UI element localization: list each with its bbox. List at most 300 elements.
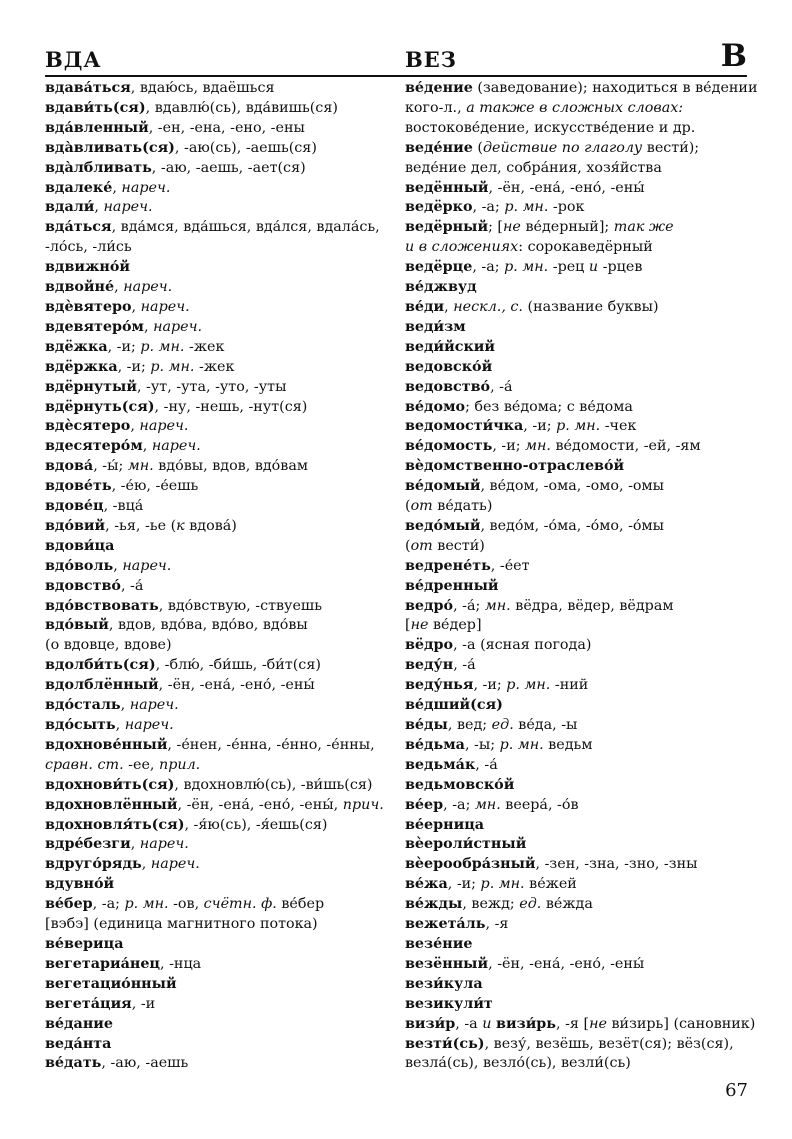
dictionary-entry-line bbox=[405, 1015, 756, 1035]
dictionary-entry-line bbox=[405, 915, 750, 935]
headword: ве́домость bbox=[405, 438, 493, 455]
headword: вдохнове́нный bbox=[45, 736, 168, 753]
headword: вда̀вливать(ся) bbox=[45, 139, 175, 156]
headword: вдо́вий bbox=[45, 517, 106, 534]
dictionary-entry-line bbox=[45, 995, 395, 1015]
grammar-label: и bbox=[588, 259, 599, 276]
entry-text: [ bbox=[405, 617, 411, 634]
headword: ведовско́й bbox=[405, 358, 493, 375]
headword: визи́рь bbox=[496, 1015, 556, 1032]
headword: ве́дение bbox=[405, 80, 473, 96]
headword: вѐдомственно-отраслево́й bbox=[405, 458, 625, 475]
dictionary-entry-line bbox=[405, 796, 750, 816]
dictionary-entry-line bbox=[405, 258, 750, 278]
grammar-label: нескл., с. bbox=[453, 298, 523, 315]
grammar-label: к bbox=[176, 517, 185, 534]
entry-text: везла́(сь), везло́(сь), везли́(сь) bbox=[405, 1055, 631, 1072]
dictionary-entry-line bbox=[45, 218, 395, 238]
entry-text: , -я [ bbox=[556, 1015, 590, 1032]
headword: ве́дший(ся) bbox=[405, 697, 503, 714]
entry-text: , -и; bbox=[473, 677, 507, 694]
entry-text: , bbox=[130, 836, 140, 853]
headword: ве́дьма bbox=[405, 736, 465, 753]
dictionary-entry-line bbox=[405, 955, 750, 975]
dictionary-entry-line bbox=[45, 1015, 395, 1035]
grammar-label: мн. bbox=[127, 458, 154, 475]
entry-text: , ведо́м, -о́ма, -о́мо, -о́мы bbox=[480, 517, 665, 534]
entry-text: ( bbox=[405, 537, 411, 554]
entry-text: , -я́ю(сь), -я́ешь(ся) bbox=[184, 816, 328, 833]
entry-text: вдова́) bbox=[184, 517, 237, 534]
headword: вегетариа́нец bbox=[45, 955, 160, 972]
headword: вдава́ться bbox=[45, 80, 131, 96]
headword: вда́ться bbox=[45, 219, 112, 236]
dictionary-entry-line bbox=[45, 895, 395, 915]
entry-text: , -а́; bbox=[453, 597, 485, 614]
entry-text: , -а́ bbox=[453, 657, 476, 674]
dictionary-entry-line bbox=[45, 676, 395, 696]
headword: ведёрце bbox=[405, 259, 473, 276]
headword: вежета́ль bbox=[405, 916, 486, 933]
dictionary-entry-line bbox=[45, 358, 395, 378]
dictionary-entry-line bbox=[45, 338, 395, 358]
dictionary-entry-line bbox=[405, 577, 750, 597]
headword: вдове́ц bbox=[45, 498, 104, 515]
dictionary-entry-line bbox=[45, 835, 395, 855]
entry-text: ве́дер] bbox=[428, 617, 482, 634]
headword: ве́дренный bbox=[405, 577, 499, 594]
dictionary-entry-line bbox=[45, 497, 395, 517]
grammar-label: р. мн. bbox=[506, 677, 551, 694]
dictionary-entry-line bbox=[405, 676, 750, 696]
entry-text: , bbox=[94, 199, 104, 216]
entry-text: , -и; bbox=[492, 438, 526, 455]
dictionary-entry-line bbox=[405, 497, 750, 517]
headword: вдалеке́ bbox=[45, 179, 113, 196]
dictionary-entry-line bbox=[405, 378, 750, 398]
headword: вдо́сталь bbox=[45, 697, 121, 714]
entry-text: востокове́дение, искусстве́дение и др. bbox=[405, 119, 696, 136]
entry-text: -ее, bbox=[123, 756, 160, 773]
headword: веде́ние bbox=[405, 139, 473, 156]
headword: ведьмовско́й bbox=[405, 776, 515, 793]
headword: вдо́воль bbox=[45, 557, 114, 574]
headword: вдова́ bbox=[45, 458, 94, 475]
dictionary-entry-line bbox=[405, 716, 750, 736]
dictionary-entry-line bbox=[45, 99, 395, 119]
headword: вдо́вый bbox=[45, 617, 109, 634]
entry-text: , -е́ет bbox=[490, 557, 530, 574]
headword: вда́вленный bbox=[45, 119, 149, 136]
headword: ве́дать bbox=[45, 1055, 102, 1072]
entry-text: , -зен, -зна, -зно, -зны bbox=[535, 856, 698, 873]
entry-text: , -аю(сь), -аешь(ся) bbox=[174, 139, 317, 156]
dictionary-entry-line bbox=[45, 378, 395, 398]
dictionary-column-left bbox=[45, 79, 395, 1074]
grammar-label: нареч. bbox=[151, 438, 201, 455]
entry-text: , вдавлю́(сь), вда́вишь(ся) bbox=[145, 99, 338, 116]
dictionary-entry-line bbox=[45, 736, 395, 756]
entry-text: , -а (ясная погода) bbox=[453, 637, 592, 654]
headword: вдохнови́ть(ся) bbox=[45, 776, 175, 793]
entry-text: , вежд; bbox=[462, 896, 520, 913]
grammar-label: нареч. bbox=[139, 836, 189, 853]
dictionary-entry-line bbox=[405, 616, 750, 636]
grammar-label: от bbox=[410, 498, 433, 515]
page-number: 67 bbox=[725, 1080, 748, 1101]
dictionary-entry-line bbox=[45, 238, 395, 258]
headword: вегетацио́нный bbox=[45, 975, 177, 992]
grammar-label: мн. bbox=[474, 796, 501, 813]
grammar-label: не bbox=[589, 1015, 607, 1032]
headword: вегета́ция bbox=[45, 995, 132, 1012]
entry-text: -рцев bbox=[598, 259, 643, 276]
entry-text: , -а; bbox=[443, 796, 475, 813]
headword: ве́жа bbox=[405, 876, 448, 893]
headword: ве́ерница bbox=[405, 816, 485, 833]
entry-text: ( bbox=[405, 498, 411, 515]
dictionary-entry-line bbox=[405, 457, 750, 477]
headword: вдохновля́ть(ся) bbox=[45, 816, 185, 833]
entry-text: , -и; bbox=[107, 338, 141, 355]
headword: ведённый bbox=[405, 179, 489, 196]
headword: ве́ды bbox=[405, 717, 448, 733]
dictionary-column-right bbox=[405, 79, 758, 1074]
headword: ве́ди bbox=[405, 298, 445, 315]
dictionary-entry-line bbox=[45, 816, 395, 836]
dictionary-entry-line bbox=[405, 935, 750, 955]
entry-text: , bbox=[112, 179, 122, 196]
entry-text: [вэбэ] (единица магнитного потока) bbox=[45, 916, 318, 933]
dictionary-entry-line bbox=[45, 457, 395, 477]
entry-text: , вдаю́сь, вдаёшься bbox=[130, 80, 275, 96]
dictionary-entry-line bbox=[405, 597, 750, 617]
entry-text: ; без ве́дома; с ве́дома bbox=[465, 398, 633, 415]
headword: вдави́ть(ся) bbox=[45, 99, 146, 116]
dictionary-entry-line bbox=[405, 835, 750, 855]
headword: ве́ер bbox=[405, 796, 444, 813]
dictionary-entry-line bbox=[45, 557, 395, 577]
entry-text: , -а; bbox=[92, 896, 125, 913]
grammar-label: не bbox=[410, 617, 429, 634]
entry-text: -жек bbox=[194, 358, 235, 375]
headword: ведо́мый bbox=[405, 517, 481, 534]
dictionary-entry-line bbox=[45, 79, 395, 99]
headword: ведрене́ть bbox=[405, 557, 491, 574]
entry-text: (о вдовце, вдове) bbox=[45, 637, 172, 654]
headword: везе́ние bbox=[405, 935, 473, 952]
entry-text: , -е́ю, -е́ешь bbox=[111, 478, 199, 495]
entry-text: , -блю́, -би́шь, -би́т(ся) bbox=[155, 657, 321, 674]
entry-text: веде́ние дел, собра́ния, хозя́йства bbox=[405, 159, 662, 176]
headword: вдвойне́ bbox=[45, 279, 115, 296]
headword: веди́йский bbox=[405, 338, 496, 355]
dictionary-entry-line bbox=[405, 437, 750, 457]
dictionary-entry-line bbox=[405, 338, 750, 358]
headword: вдре́безги bbox=[45, 836, 131, 853]
headword: ведро́ bbox=[405, 597, 454, 614]
headword: вдесятеро́м bbox=[45, 438, 143, 455]
headword: вдови́ца bbox=[45, 537, 115, 554]
dictionary-entry-line bbox=[45, 139, 395, 159]
entry-text: , -а́ bbox=[120, 577, 144, 594]
headword: вдруго́рядь bbox=[45, 856, 142, 873]
entry-text: ве́домости, -ей, -ям bbox=[550, 438, 701, 455]
entry-text: , -ён, -ена́, -ено́, -ены́ bbox=[488, 955, 645, 972]
entry-text: , -ы́; bbox=[93, 458, 128, 475]
headword: ве́верица bbox=[45, 935, 124, 952]
dictionary-entry-line bbox=[405, 298, 750, 318]
headword: веда́нта bbox=[45, 1035, 112, 1052]
dictionary-entry-line bbox=[405, 1035, 750, 1055]
headword: ве́джвуд bbox=[405, 279, 477, 296]
entry-text: , -и; bbox=[117, 358, 151, 375]
dictionary-entry-line bbox=[45, 517, 395, 537]
entry-text: -чек bbox=[600, 418, 637, 435]
dictionary-entry-line bbox=[45, 597, 395, 617]
dictionary-entry-line bbox=[405, 358, 750, 378]
headword: вѐероли́стный bbox=[405, 836, 527, 853]
grammar-label: нареч. bbox=[122, 557, 172, 574]
grammar-label: и bbox=[482, 1015, 492, 1032]
grammar-label: так же bbox=[613, 219, 674, 236]
dictionary-entry-line bbox=[45, 955, 395, 975]
entry-text: , -а bbox=[455, 1015, 483, 1032]
dictionary-entry-line bbox=[405, 855, 750, 875]
grammar-label: и в сложениях bbox=[405, 239, 519, 256]
grammar-label: р. мн. bbox=[504, 259, 549, 276]
dictionary-entry-line bbox=[45, 1035, 395, 1055]
dictionary-entry-line bbox=[45, 915, 395, 935]
entry-text: , -и; bbox=[447, 876, 481, 893]
entry-text: , bbox=[142, 438, 152, 455]
grammar-label: р. мн. bbox=[150, 358, 195, 375]
entry-text: , -а; bbox=[472, 199, 505, 216]
running-header bbox=[45, 38, 747, 74]
headword: вдвижно́й bbox=[45, 259, 131, 276]
grammar-label: от bbox=[410, 537, 433, 554]
grammar-label: ед. bbox=[491, 717, 514, 733]
entry-text: , -ы; bbox=[464, 736, 500, 753]
dictionary-entry-line bbox=[405, 636, 750, 656]
dictionary-entry-line bbox=[45, 636, 395, 656]
dictionary-entry-line bbox=[45, 159, 395, 179]
headword: ведёрко bbox=[405, 199, 473, 216]
dictionary-entry-line bbox=[405, 139, 750, 159]
headword: вёдро bbox=[405, 637, 454, 654]
entry-text: , -а; bbox=[472, 259, 505, 276]
dictionary-entry-line bbox=[405, 179, 750, 199]
entry-text: ви́зирь] (сановник) bbox=[606, 1015, 756, 1032]
grammar-label: нареч. bbox=[129, 697, 179, 714]
entry-text: , -ён, -ена́, -ено́, -ены́, bbox=[177, 796, 343, 813]
grammar-label: действие по глаголу bbox=[482, 139, 643, 156]
dictionary-entry-line bbox=[45, 318, 395, 338]
grammar-label: мн. bbox=[484, 597, 511, 614]
entry-text: ве́жда bbox=[541, 896, 593, 913]
entry-text: , -ён, -ена́, -ено́, -ены́ bbox=[158, 677, 315, 694]
entry-text: , -а́ bbox=[475, 756, 498, 773]
headword: вдевятеро́м bbox=[45, 318, 144, 335]
entry-text: кого-л., bbox=[405, 99, 467, 116]
headword: ве́домо bbox=[405, 398, 466, 415]
dictionary-entry-line bbox=[45, 258, 395, 278]
entry-text: -ний bbox=[550, 677, 589, 694]
grammar-label: нареч. bbox=[103, 199, 153, 216]
header-right-guide-word: ВЕЗ bbox=[405, 47, 457, 72]
dictionary-entry-line bbox=[45, 298, 395, 318]
headword: везённый bbox=[405, 955, 489, 972]
entry-text: , вдов, вдо́ва, вдо́во, вдо́вы bbox=[108, 617, 308, 634]
dictionary-entry-line bbox=[405, 218, 750, 238]
grammar-label: а также в сложных словах: bbox=[466, 99, 684, 116]
grammar-label: р. мн. bbox=[556, 418, 601, 435]
entry-text: , -аю, -аешь bbox=[101, 1055, 189, 1072]
dictionary-entry-line bbox=[45, 776, 395, 796]
headword: вдувно́й bbox=[45, 876, 115, 893]
dictionary-entry-line bbox=[45, 119, 395, 139]
headword: вда̀лбливать bbox=[45, 159, 152, 176]
grammar-label: р. мн. bbox=[124, 896, 169, 913]
dictionary-entry-line bbox=[45, 577, 395, 597]
entry-text: , -ну, -нешь, -нут(ся) bbox=[154, 398, 308, 415]
entry-text: , -и; bbox=[523, 418, 557, 435]
headword: ве́домый bbox=[405, 478, 481, 495]
entry-text: ведьм bbox=[543, 736, 593, 753]
headword: везикули́т bbox=[405, 995, 493, 1012]
entry-text: , -е́нен, -е́нна, -е́нно, -е́нны, bbox=[167, 736, 375, 753]
dictionary-entry-line bbox=[405, 238, 750, 258]
entry-text: , -ён, -ена́, -ено́, -ены́ bbox=[488, 179, 645, 196]
entry-text: , -ут, -ута, -уто, -уты bbox=[136, 378, 287, 395]
dictionary-entry-line bbox=[45, 975, 395, 995]
entry-text: , bbox=[143, 318, 154, 335]
headword: ве́бер bbox=[45, 896, 93, 913]
entry-text: -ов, bbox=[168, 896, 204, 913]
dictionary-entry-line bbox=[405, 736, 750, 756]
grammar-label: р. мн. bbox=[480, 876, 525, 893]
grammar-label: прил. bbox=[159, 756, 201, 773]
dictionary-entry-line bbox=[45, 875, 395, 895]
entry-text: , -вца́ bbox=[103, 498, 144, 515]
dictionary-entry-line bbox=[45, 696, 395, 716]
dictionary-entry-line bbox=[45, 179, 395, 199]
grammar-label: р. мн. bbox=[504, 199, 549, 216]
dictionary-entry-line bbox=[45, 855, 395, 875]
entry-text: -жек bbox=[184, 338, 225, 355]
headword: ведомости́чка bbox=[405, 418, 524, 435]
dictionary-entry-line bbox=[405, 776, 750, 796]
grammar-label: прич. bbox=[342, 796, 384, 813]
dictionary-entry-line bbox=[45, 716, 395, 736]
dictionary-entry-line bbox=[45, 278, 395, 298]
headword: вдѐсятеро bbox=[45, 418, 131, 435]
headword: веду́н bbox=[405, 657, 454, 674]
headword: везти́(сь) bbox=[405, 1035, 485, 1052]
grammar-label: нареч. bbox=[150, 856, 200, 873]
grammar-label: не bbox=[503, 219, 521, 236]
entry-text: , bbox=[141, 856, 151, 873]
headword: вѐерообра́зный bbox=[405, 856, 536, 873]
headword: ве́жды bbox=[405, 896, 463, 913]
header-left-guide-word: ВДА bbox=[45, 47, 102, 72]
dictionary-entry-line bbox=[405, 875, 750, 895]
entry-text: ( bbox=[472, 139, 483, 156]
grammar-label: сравн. ст. bbox=[45, 756, 124, 773]
dictionary-entry-line bbox=[45, 437, 395, 457]
entry-text: , ве́дом, -ома, -омо, -омы bbox=[480, 478, 665, 495]
dictionary-entry-line bbox=[405, 278, 750, 298]
dictionary-entry-line bbox=[45, 616, 395, 636]
headword: веди́зм bbox=[405, 318, 466, 335]
dictionary-entry-line bbox=[405, 995, 750, 1015]
dictionary-entry-line bbox=[45, 796, 395, 816]
entry-text: ве́дать) bbox=[432, 498, 493, 515]
dictionary-entry-line bbox=[45, 756, 395, 776]
entry-text: , -и bbox=[131, 995, 156, 1012]
dictionary-entry-line bbox=[405, 557, 750, 577]
dictionary-entry-line bbox=[45, 935, 395, 955]
entry-text: -рок bbox=[548, 199, 585, 216]
grammar-label: нареч. bbox=[123, 279, 173, 296]
dictionary-entry-line bbox=[405, 895, 750, 915]
dictionary-entry-line bbox=[405, 398, 750, 418]
entry-text: вести́); bbox=[642, 139, 700, 156]
dictionary-entry-line bbox=[45, 198, 395, 218]
grammar-label: ед. bbox=[519, 896, 542, 913]
headword: вдохновлённый bbox=[45, 796, 178, 813]
entry-text: (название буквы) bbox=[522, 298, 659, 315]
headword: ведовство́ bbox=[405, 378, 491, 395]
headword: вдѐвятеро bbox=[45, 298, 132, 315]
dictionary-entry-line bbox=[405, 79, 758, 99]
entry-text: ве́дерный]; bbox=[520, 219, 614, 236]
headword: вдали́ bbox=[45, 199, 95, 216]
dictionary-entry-line bbox=[405, 159, 750, 179]
dictionary-entry-line bbox=[405, 656, 750, 676]
entry-text: -рец bbox=[548, 259, 589, 276]
grammar-label: нареч. bbox=[139, 418, 189, 435]
grammar-label: счётн. ф. bbox=[203, 896, 277, 913]
grammar-label: р. мн. bbox=[140, 338, 185, 355]
entry-text: , bbox=[114, 279, 124, 296]
grammar-label: нареч. bbox=[124, 717, 174, 733]
headword: вдёржка bbox=[45, 358, 118, 375]
dictionary-entry-line bbox=[405, 517, 750, 537]
entry-text: ; [ bbox=[488, 219, 504, 236]
entry-text: вёдра, вёдер, вёдрам bbox=[510, 597, 674, 614]
entry-text: , вда́мся, вда́шься, вда́лся, вдала́сь, bbox=[111, 219, 380, 236]
headword: ведёрный bbox=[405, 219, 489, 236]
headword: ведьма́к bbox=[405, 756, 476, 773]
dictionary-entry-line bbox=[405, 537, 750, 557]
dictionary-entry-line bbox=[405, 756, 750, 776]
entry-text: вести́) bbox=[432, 537, 485, 554]
dictionary-entry-line bbox=[405, 198, 750, 218]
entry-text: -ло́сь, -ли́сь bbox=[45, 239, 132, 256]
dictionary-entry-line bbox=[405, 1054, 750, 1074]
dictionary-entry-line bbox=[45, 1054, 395, 1074]
headword: вдёрнутый bbox=[45, 378, 137, 395]
entry-text: : сорокаведёрный bbox=[518, 239, 653, 256]
entry-text: , вдохновлю́(сь), -ви́шь(ся) bbox=[174, 776, 373, 793]
headword: визи́р bbox=[405, 1015, 456, 1032]
entry-text: веера́, -о́в bbox=[500, 796, 579, 813]
entry-text: , -я bbox=[485, 916, 509, 933]
dictionary-entry-line bbox=[405, 119, 750, 139]
entry-text: , везу́, везёшь, везёт(ся); вёз(ся), bbox=[484, 1035, 734, 1052]
grammar-label: нареч. bbox=[153, 318, 203, 335]
